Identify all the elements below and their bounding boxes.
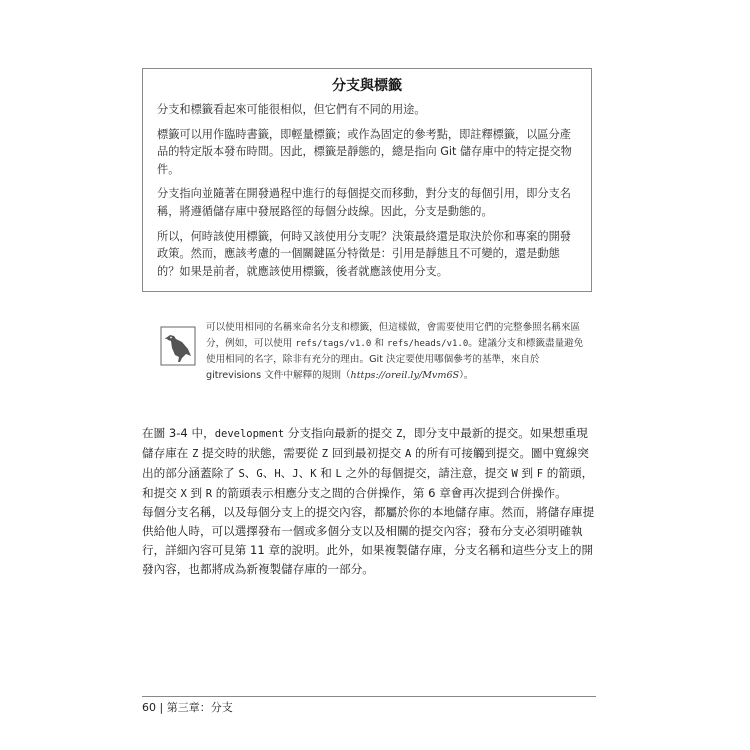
footer-divider (142, 696, 596, 697)
code-ref: G (256, 468, 263, 480)
code-ref: Z (192, 448, 199, 460)
sidebar-title: 分支與標籤 (332, 78, 402, 94)
text-run: 到 (517, 466, 537, 480)
body-paragraph: 每個分支名稱，以及每個分支上的提交內容，都屬於你的本地儲存庫。然而，將儲存庫提供給他人時，可以選擇發布一個或多個分支以及相關的提交內容；發布分支必須明確執行，詳細內容可見第 11 章的說明。此外，如果複製儲存庫，分支名稱和這些分支上的開發內容，也都將成為新複製儲存庫的一部分。 (142, 505, 595, 576)
note-text (206, 320, 586, 384)
code-ref: refs/tags/v1.0 (295, 339, 372, 349)
text-run: 、 (298, 466, 311, 480)
code-ref: development (214, 428, 285, 440)
code-ref: S (238, 468, 245, 480)
code-ref: Z (321, 448, 329, 460)
text-run: 在圖 3-4 中， (142, 426, 215, 440)
code-ref: A (404, 448, 412, 460)
code-ref: refs/heads/v1.0 (386, 339, 469, 349)
code-ref: R (205, 488, 213, 500)
code-ref: F (536, 468, 544, 480)
text-run: 回到最初提交 (328, 446, 405, 460)
code-ref: W (511, 468, 518, 480)
text-run: 分支指向最新的提交 (284, 426, 396, 440)
code-ref: H (274, 468, 281, 480)
note-block (160, 320, 584, 410)
text-run: 和 (316, 466, 336, 480)
reference-link[interactable]: https://oreil.ly/Mvm6S (350, 370, 460, 381)
text-run: 、 (244, 466, 257, 480)
text-run: 的箭頭表示相應分支之間的合併操作，第 6 章會再次提到合併操作。 (212, 486, 567, 500)
sidebar-paragraph: 分支指向並隨著在開發過程中進行的每個提交而移動，對分支的每個引用，即分支名稱，將遵循儲存庫中發展路徑的每個分歧線。因此，分支是動態的。 (157, 187, 571, 218)
sidebar-box (142, 68, 592, 292)
text-run: 之外的每個提交，請注意，提交 (341, 466, 512, 480)
code-ref: L (335, 468, 342, 480)
code-ref: Z (395, 428, 403, 440)
text-run: 的箭頭，和提交 (142, 466, 594, 500)
text-run: 提交時的狀態，需要從 (198, 446, 322, 460)
note-text-part: ）。 (459, 370, 474, 381)
sidebar-paragraph: 所以，何時該使用標籤，何時又該使用分支呢？決策最終還是取決於你和專案的開發政策。然而，應該考慮的一個關鍵區分特徵是：引用是靜態且不可變的，還是動態的？如果是前者，就應該使用標籤，後者就應該使用分支。 (157, 229, 571, 278)
text-run: 到 (186, 486, 206, 500)
code-ref: J (292, 468, 299, 480)
code-ref: K (310, 468, 317, 480)
bird-icon (160, 326, 196, 366)
note-text-part: 。建議分支和標籤盡量避免使用相同的名字，除非有充分的理由。Git 決定要使用哪個參考的基準，來自於 gitrevisions 文件中解釋的規則（ (206, 338, 584, 381)
note-text-part: 可以使用相同的名稱來命名分支和標籤，但這樣做，會需要使用它們的完整參照名稱來區分，例如，可以使用 (206, 322, 581, 349)
text-run: 、 (262, 466, 275, 480)
text-run: ，即分支中最新的提交。如果想重現儲存庫在 (142, 426, 588, 460)
sidebar-paragraph: 標籤可以用作臨時書籤，即輕量標籤；或作為固定的參考點，即註釋標籤，以區分產品的特定版本發布時間。因此，標籤是靜態的，總是指向 Git 儲存庫中的特定提交物件。 (157, 127, 572, 176)
body-paragraph (142, 424, 598, 504)
text-run: 、 (280, 466, 293, 480)
text-run: 的所有可接觸到提交。圖中寬線突出的部分涵蓋除了 (142, 446, 589, 480)
note-text-part: 和 (371, 338, 387, 349)
page-footer: 60 | 第三章：分支 (142, 701, 233, 714)
sidebar-paragraph: 分支和標籤看起來可能很相似，但它們有不同的用途。 (157, 103, 426, 116)
code-ref: X (180, 488, 187, 500)
